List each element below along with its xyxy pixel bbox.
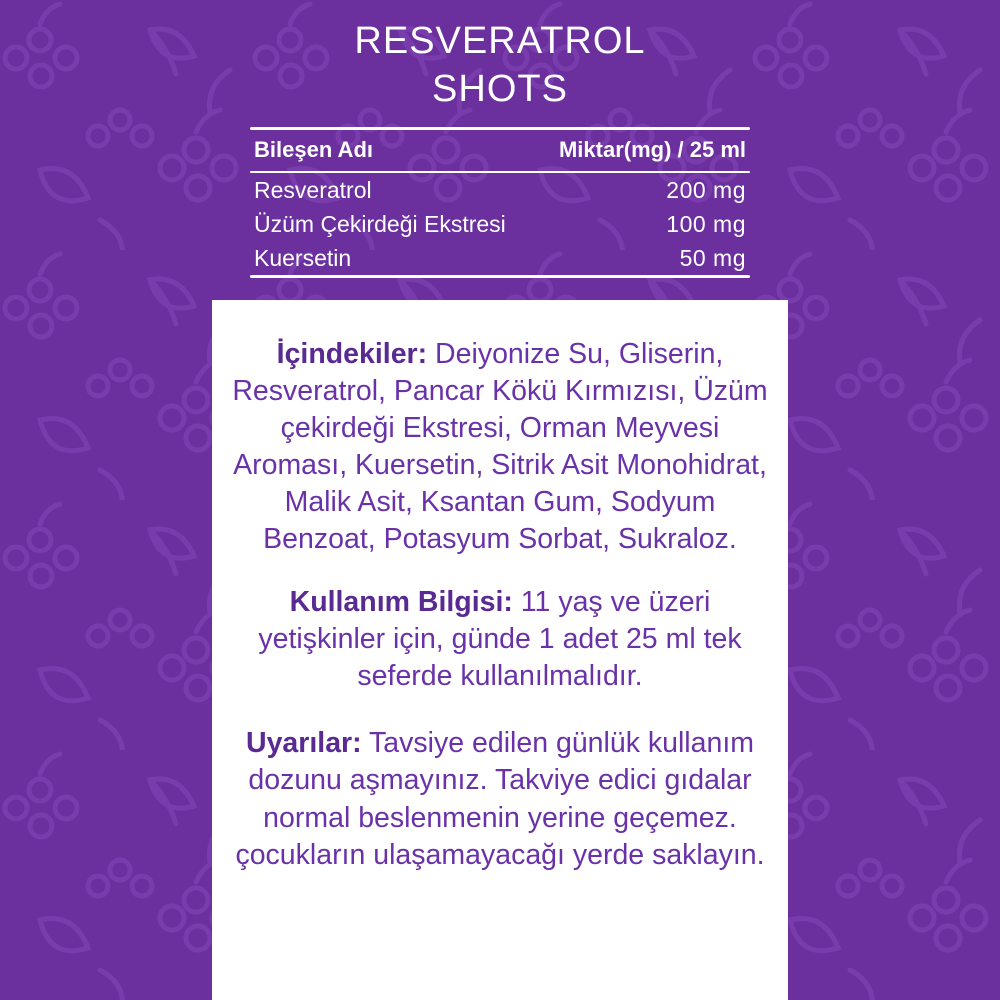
warning-label: Uyarılar: [245,727,362,760]
table-row [250,241,750,275]
usage-paragraph [232,584,768,695]
ingredients-paragraph [232,336,768,558]
usage-label: Kullanım Bilgisi: [289,586,513,619]
table-row [250,173,750,207]
ingredient-amount: 100 mg [666,211,746,237]
ingredients-text: Deiyonize Su, Gliserin, Resveratrol, Pancar Kökü Kırmızısı, Üzüm çekirdeği Ekstresi, Orman Meyvesi Aroması, Kuersetin, Sitrik Asit Monohidrat, Malik Asit, Ksantan Gum, Sodyum Benzoat, Potasyum Sorbat, Sukraloz. [232,338,768,556]
column-header-ingredient: Bileşen Adı [254,137,373,162]
ingredient-name: Kuersetin [254,245,352,271]
usage-text: 11 yaş ve üzeri yetişkinler için, günde 1 adet 25 ml tek seferde kullanılmalıdır. [258,586,742,693]
product-title-line-1: RESVERATROL [354,20,646,62]
supplement-facts-table [250,127,750,278]
table-row [250,207,750,241]
ingredient-amount: 50 mg [679,245,746,271]
ingredient-name: Resveratrol [254,177,372,203]
table-bottom-rule [250,275,750,278]
info-panel [212,300,788,1000]
product-title [0,0,1000,113]
ingredients-label: İçindekiler: [276,338,428,370]
table-header-row [250,130,750,171]
column-header-amount: Miktar(mg) / 25 ml [558,137,746,162]
warning-paragraph [232,725,768,873]
product-title-line-2: SHOTS [432,67,568,110]
warning-text: Tavsiye edilen günlük kullanım dozunu aşmayınız. Takviye edici gıdalar normal beslenmenin yerine geçemez. çocukların ulaşamayacağı yerde saklayın. [235,727,765,871]
ingredient-name: Üzüm Çekirdeği Ekstresi [254,211,506,237]
ingredient-amount: 200 mg [666,177,746,203]
